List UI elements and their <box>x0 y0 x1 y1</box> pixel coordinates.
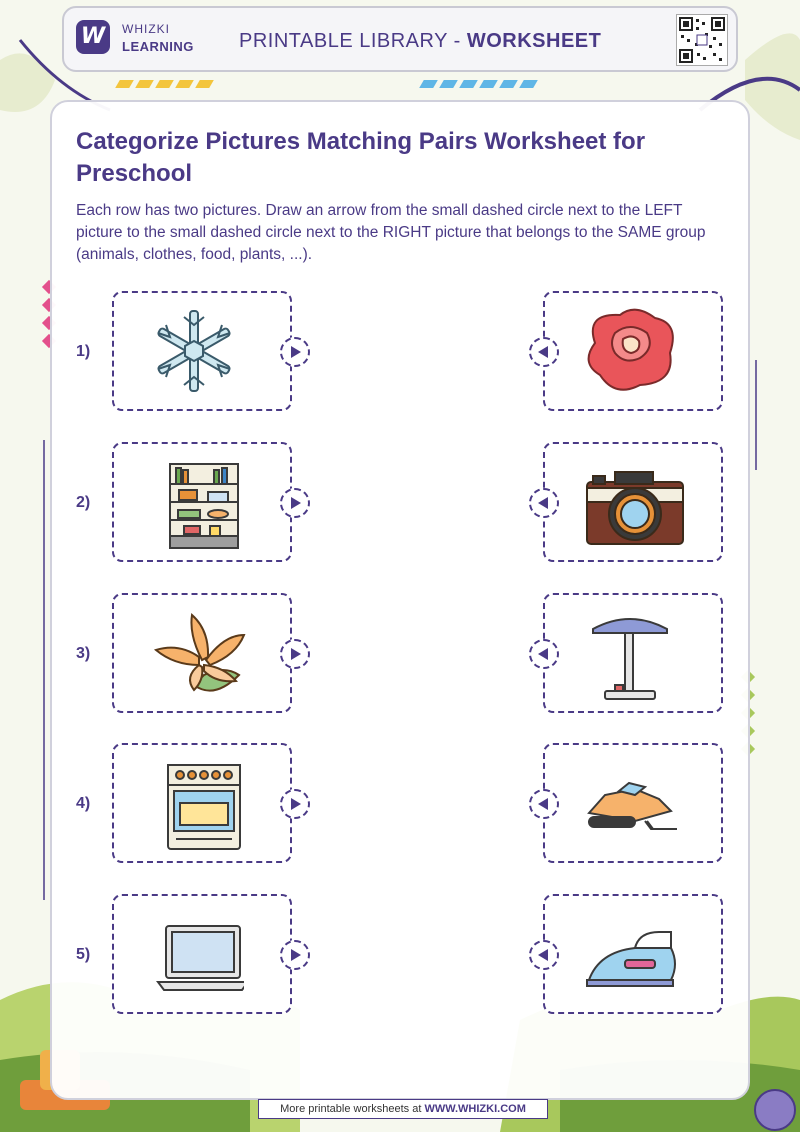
row-number: 3) <box>76 645 91 662</box>
clothes-iron-icon <box>575 906 685 1002</box>
row-number: 2) <box>76 494 91 511</box>
arrow-left-icon <box>538 798 548 810</box>
left-picture-card <box>112 291 292 411</box>
right-picture-card <box>543 894 723 1014</box>
footer-link[interactable] <box>258 1099 548 1119</box>
left-connector-dot[interactable] <box>280 940 310 970</box>
left-connector-dot[interactable] <box>280 789 310 819</box>
header-title <box>239 30 601 53</box>
worksheet-title: Categorize Pictures Matching Pairs Worksheet for Preschool <box>76 128 646 187</box>
left-picture-card <box>112 894 292 1014</box>
lily-flower-icon <box>144 605 254 701</box>
arrow-right-icon <box>291 949 301 961</box>
laptop-icon <box>144 906 244 1002</box>
footer-text: More printable worksheets at <box>280 1103 425 1115</box>
footer-url: WWW.WHIZKI.COM <box>424 1103 526 1115</box>
left-connector-dot[interactable] <box>280 337 310 367</box>
right-picture-card <box>543 442 723 562</box>
arrow-left-icon <box>538 346 548 358</box>
left-picture-card <box>112 743 292 863</box>
whizki-logo[interactable] <box>76 20 110 54</box>
site-header <box>62 6 738 72</box>
right-connector-dot[interactable] <box>529 337 559 367</box>
worksheet-instructions: Each row has two pictures. Draw an arrow from the small dashed circle next to the LEFT picture to the small dashed circle next to the RIGHT picture that belongs to the SAME group (animals, clothes, food, plants, ...). <box>76 202 706 263</box>
left-picture-card <box>112 442 292 562</box>
row-number: 4) <box>76 795 91 812</box>
header-title-plain: PRINTABLE LIBRARY - <box>239 30 467 52</box>
right-picture-card <box>543 291 723 411</box>
right-connector-dot[interactable] <box>529 488 559 518</box>
brand-name: WHIZKI <box>122 22 170 36</box>
right-connector-dot[interactable] <box>529 789 559 819</box>
snowmobile-icon <box>575 755 685 851</box>
left-picture-card <box>112 593 292 713</box>
right-connector-dot[interactable] <box>529 940 559 970</box>
arrow-right-icon <box>291 497 301 509</box>
row-number: 1) <box>76 343 91 360</box>
arrow-right-icon <box>291 346 301 358</box>
arrow-right-icon <box>291 798 301 810</box>
left-connector-dot[interactable] <box>280 488 310 518</box>
oven-icon <box>144 755 244 851</box>
arrow-right-icon <box>291 648 301 660</box>
arrow-left-icon <box>538 497 548 509</box>
header-title-bold: WORKSHEET <box>466 30 602 52</box>
camera-icon <box>575 454 685 550</box>
snowflake-icon <box>144 303 244 399</box>
arrow-left-icon <box>538 648 548 660</box>
right-picture-card <box>543 593 723 713</box>
table-lamp-icon <box>575 605 685 701</box>
right-picture-card <box>543 743 723 863</box>
row-number: 5) <box>76 946 91 963</box>
right-connector-dot[interactable] <box>529 639 559 669</box>
qr-code <box>676 14 728 66</box>
brand-subname: LEARNING <box>122 39 194 54</box>
logo-letter: W <box>80 24 106 49</box>
arrow-left-icon <box>538 949 548 961</box>
bookshelf-icon <box>144 454 244 550</box>
left-connector-dot[interactable] <box>280 639 310 669</box>
rose-icon <box>575 303 685 399</box>
